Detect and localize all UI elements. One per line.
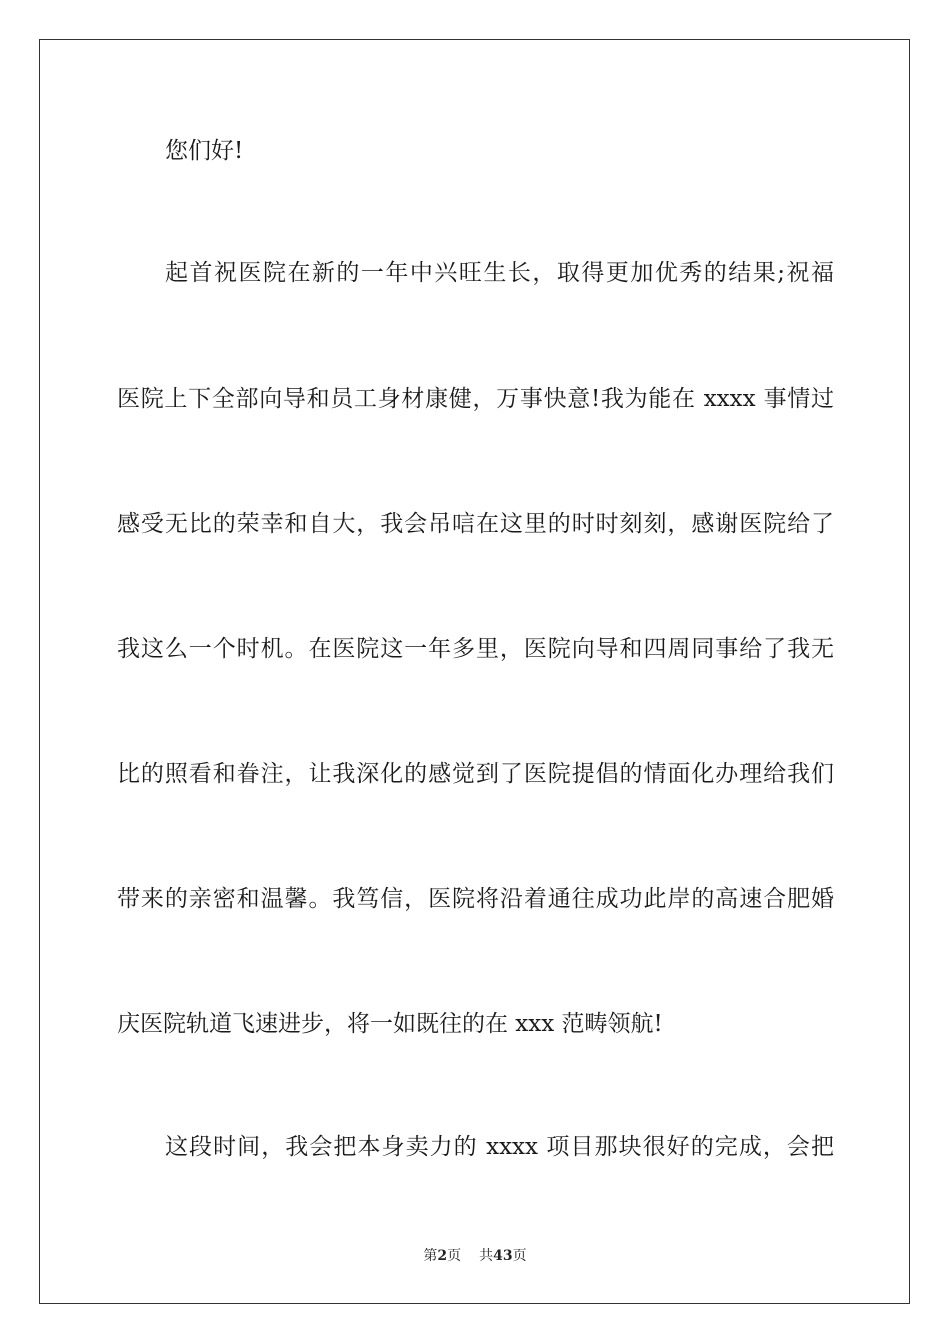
- body-line-3: 感受无比的荣幸和自大，我会吊唁在这里的时时刻刻，感谢医院给了: [117, 511, 834, 537]
- body-line-1: 起首祝医院在新的一年中兴旺生长，取得更加优秀的结果;祝福: [165, 260, 834, 286]
- body-line-6: 带来的亲密和温馨。我笃信，医院将沿着通往成功此岸的高速合肥婚: [117, 886, 834, 912]
- body-line-2: 医院上下全部向导和员工身材康健，万事快意!我为能在 xxxx 事情过: [117, 386, 834, 412]
- footer-total-suffix: 页: [512, 1248, 527, 1264]
- body-line-7: 庆医院轨道飞速进步，将一如既往的在 xxx 范畴领航!: [117, 1011, 663, 1037]
- greeting-line: 您们好!: [165, 138, 244, 164]
- body-line-4: 我这么一个时机。在医院这一年多里，医院向导和四周同事给了我无: [117, 636, 834, 662]
- footer-total-prefix: 共: [479, 1248, 494, 1264]
- footer-page-number: 2: [437, 1248, 448, 1264]
- body-line-5: 比的照看和眷注，让我深化的感觉到了医院提倡的情面化办理给我们: [117, 761, 834, 787]
- page-footer: [0, 1247, 950, 1265]
- body-line-8: 这段时间，我会把本身卖力的 xxxx 项目那块很好的完成，会把: [165, 1134, 834, 1160]
- footer-total-pages: 43: [493, 1248, 513, 1264]
- page-border: [39, 39, 910, 1304]
- footer-page-suffix: 页: [447, 1248, 462, 1264]
- footer-page-prefix: 第: [423, 1248, 438, 1264]
